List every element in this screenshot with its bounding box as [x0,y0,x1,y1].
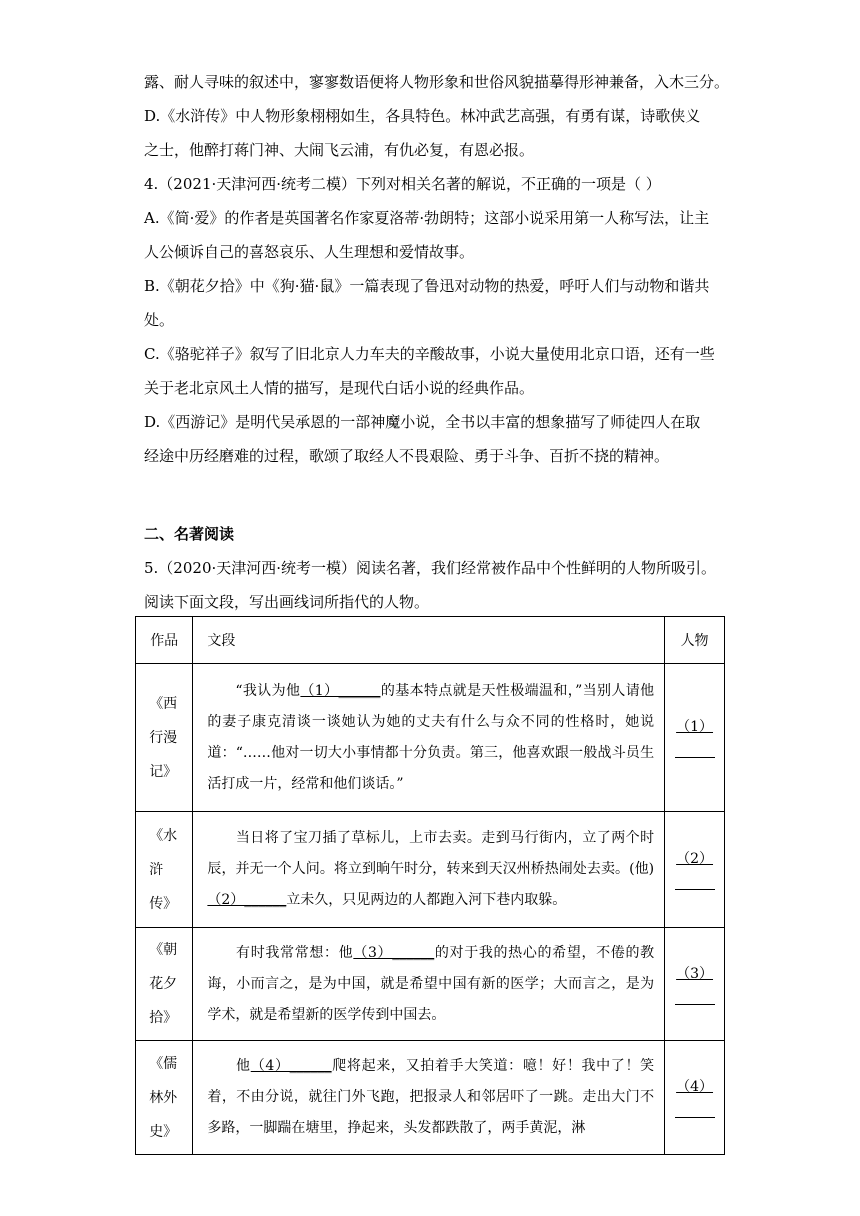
underlined-blank: （3）______ [353,944,435,961]
reading-table [135,616,725,1155]
underlined-blank: （1）______ [300,682,381,699]
option-d-line2: 之士，他醉打蒋门神、大闹飞云浦，有仇必复，有恩必报。 [144,141,535,159]
question-4-stem: 4.（2021·天津河西·统考二模）下列对相关名著的解说，不正确的一项是（ ） [144,175,661,193]
work-title: 《水浒传》 [149,827,178,912]
q4-option-c-line1: C.《骆驼祥子》叙写了旧北京人力车夫的辛酸故事，小说大量使用北京口语，还有一些 [144,345,715,363]
question-5-stem-line1: 5.（2020·天津河西·统考一模）阅读名著，我们经常被作品中个性鲜明的人物所吸引。 [144,559,717,577]
table-header-row [136,617,725,664]
answer-cell [665,928,725,1041]
table-row [136,664,725,812]
q4-option-d-line2: 经途中历经磨难的过程，歌颂了取经人不畏艰险、勇于斗争、百折不挠的精神。 [144,447,670,465]
passage-cell: 当日将了宝刀插了草标儿，上市去卖。走到马行街内，立了两个时辰，并无一个人问。将立到晌午时分，转来到天汉州桥热闹处去卖。(他)（2）______立未久，只见两边的人都跑入河下巷内取躲。 [193,812,665,928]
passage-cell: 他（4）______爬将起来，又拍着手大笑道：噫！好！我中了！笑着，不由分说，就往门外飞跑，把报录人和邻居吓了一跳。走出大门不多路，一脚踹在塘里，挣起来，头发都跌散了，两手黄泥，淋 [193,1041,665,1155]
answer-blank[interactable]: （2） [675,849,715,890]
q4-option-c-line2: 关于老北京风土人情的描写，是现代白话小说的经典作品。 [144,379,535,397]
work-title: 《西行漫记》 [149,695,178,780]
work-cell [136,812,193,928]
header-passage: 文段 [193,617,665,664]
answer-cell [665,812,725,928]
question-5-stem-line2: 阅读下面文段，写出画线词所指代的人物。 [144,593,430,611]
work-title: 《儒林外史》 [149,1055,178,1140]
answer-blank[interactable]: （1） [675,717,715,758]
answer-blank[interactable]: （3） [675,964,715,1005]
section-heading: 二、名著阅读 [144,525,235,543]
q4-option-b-line2: 处。 [144,311,175,329]
q4-option-a-line2: 人公倾诉自己的喜怒哀乐、人生理想和爱情故事。 [144,243,475,261]
header-work: 作品 [136,617,193,664]
option-c-continuation: 露、耐人寻味的叙述中，寥寥数语便将人物形象和世俗风貌描摹得形神兼备，入木三分。 [144,73,730,91]
passage-cell: 有时我常常想：他（3）______的对于我的热心的希望，不倦的教诲，小而言之，是为中国，就是希望中国有新的医学；大而言之，是为学术，就是希望新的医学传到中国去。 [193,928,665,1041]
q4-option-b-line1: B.《朝花夕拾》中《狗·猫·鼠》一篇表现了鲁迅对动物的热爱，呼吁人们与动物和谐共 [144,277,710,295]
option-d-line1: D.《水浒传》中人物形象栩栩如生，各具特色。林冲武艺高强，有勇有谋，诗歌侠义 [144,107,701,125]
table-row [136,928,725,1041]
work-cell [136,664,193,812]
answer-cell [665,1041,725,1155]
answer-cell [665,664,725,812]
work-cell [136,1041,193,1155]
q4-option-d-line1: D.《西游记》是明代吴承恩的一部神魔小说，全书以丰富的想象描写了师徒四人在取 [144,413,701,431]
passage-cell: “我认为他（1）______的基本特点就是天性极端温和，”当别人请他的妻子康克清谈一谈她认为她的丈夫有什么与众不同的性格时，她说道：“……他对一切大小事情都十分负责。第三，他喜欢跟一般战斗员生活打成一片，经常和他们谈话。” [193,664,665,812]
underlined-blank: （2）______ [207,892,287,908]
work-cell [136,928,193,1041]
header-person: 人物 [665,617,725,664]
answer-blank[interactable]: （4） [675,1077,715,1118]
q4-option-a-line1: A.《简·爱》的作者是英国著名作家夏洛蒂·勃朗特；这部小说采用第一人称写法，让主 [144,209,710,227]
work-title: 《朝花夕拾》 [149,942,178,1026]
table-row [136,1041,725,1155]
table-row [136,812,725,928]
underlined-blank: （4）______ [250,1058,332,1074]
